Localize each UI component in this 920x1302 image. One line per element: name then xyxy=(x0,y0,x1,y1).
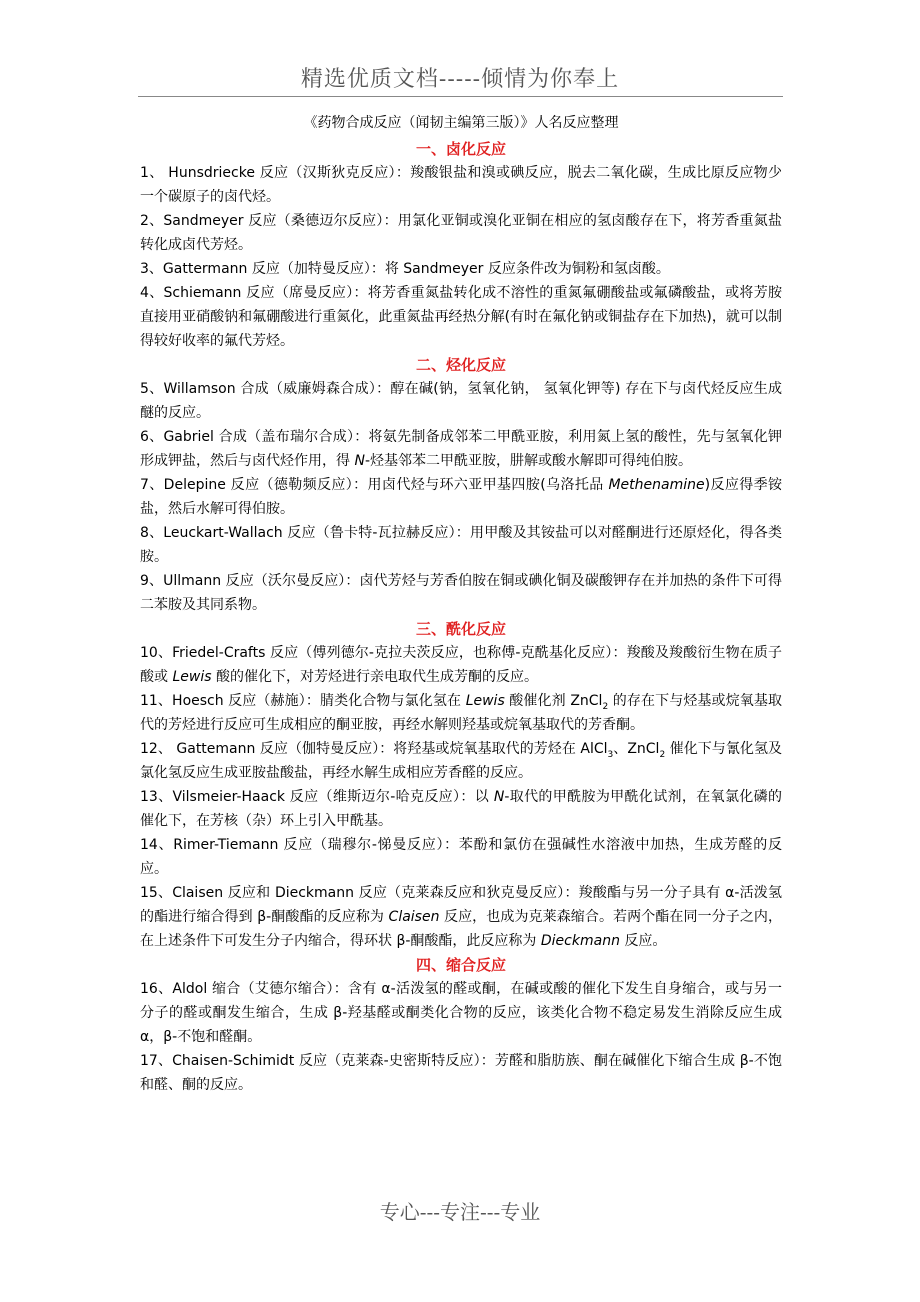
text-run: 4、Schiemann 反应（席曼反应）：将芳香重氮盐转化成不溶性的重氮氟硼酸盐或氟磷酸盐，或将芳胺直接用亚硝酸钠和氟硼酸进行重氮化，此重氮盐再经热分解(有时在氟化钠或铜盐存在下加热)，就可以制得较好收率的氟代芳烃。 xyxy=(140,285,782,349)
text-run: 酸的催化下，对芳烃进行亲电取代生成芳酮的反应。 xyxy=(211,669,538,685)
text-run: 12、 Gattemann 反应（伽特曼反应）：将羟基或烷氧基取代的芳烃在 AlCl xyxy=(140,741,608,757)
section-heading: 四、缩合反应 xyxy=(415,956,506,974)
text-run: 9、Ullmann 反应（沃尔曼反应）：卤代芳烃与芳香伯胺在铜或碘化铜及碳酸钾存在并加热的条件下可得二苯胺及其同系物。 xyxy=(140,573,782,613)
section-heading: 二、烃化反应 xyxy=(415,356,506,374)
italic-term: Claisen xyxy=(388,909,440,925)
text-run: 15、Claisen 反应和 Dieckmann 反应（克莱森反应和狄克曼反应）：羧酸酯与另一分子具有 α-活泼氢的酯进行缩合得到 β-酮酸酯的反应称为 xyxy=(140,885,782,925)
italic-term: Dieckmann xyxy=(540,933,620,949)
text-run: 13、Vilsmeier-Haack 反应（维斯迈尔-哈克反应）：以 xyxy=(140,789,494,805)
text-run: 、ZnCl xyxy=(613,741,660,757)
reaction-item xyxy=(140,737,782,785)
italic-term: Lewis xyxy=(172,669,212,685)
text-run: -取代的甲酰胺为甲酰化试剂，在氧氯化磷的催化下，在芳核（杂）环上引入甲酰基。 xyxy=(140,789,782,829)
reaction-item xyxy=(140,569,782,617)
text-run: 2、Sandmeyer 反应（桑德迈尔反应）：用氯化亚铜或溴化亚铜在相应的氢卤酸存在下，将芳香重氮盐转化成卤代芳烃。 xyxy=(140,213,782,253)
section-heading: 一、卤化反应 xyxy=(415,140,506,158)
subscript: 2 xyxy=(659,749,666,760)
text-run: -烃基邻苯二甲酰亚胺，肼解或酸水解即可得纯伯胺。 xyxy=(364,453,692,469)
text-run: 7、Delepine 反应（德勒频反应）：用卤代烃与环六亚甲基四胺(乌洛托品 xyxy=(140,477,609,493)
text-run: 10、Friedel-Crafts 反应（傅列德尔-克拉夫茨反应，也称傅-克酰基化反应）：羧酸及羧酸衍生物在质子酸或 xyxy=(140,645,782,685)
text-run: 5、Willamson 合成（威廉姆森合成）：醇在碱(钠，氢氧化钠， 氢氧化钾等) 存在下与卤代烃反应生成醚的反应。 xyxy=(140,381,782,421)
text-run: 反应，也成为克莱森缩合。若两个酯在同一分子之内，在上述条件下可发生分子内缩合，得环状 β-酮酸酯，此反应称为 xyxy=(140,909,783,949)
reaction-item xyxy=(140,257,782,281)
page-header: 精选优质文档-----倾情为你奉上 xyxy=(300,67,620,92)
text-run: 11、Hoesch 反应（赫施）：腈类化合物与氯化氢在 xyxy=(140,693,466,709)
subscript: 3 xyxy=(607,749,614,760)
reaction-item xyxy=(140,689,782,737)
reaction-item xyxy=(140,785,782,833)
reaction-item xyxy=(140,425,782,473)
reaction-item xyxy=(140,833,782,881)
reaction-item xyxy=(140,1049,782,1097)
reaction-item xyxy=(140,161,782,209)
text-run: 的存在下与烃基或烷氧基取代的芳烃进行反应可生成相应的酮亚胺，再经水解则羟基或烷氧基取代的芳香酮。 xyxy=(140,693,783,733)
reaction-item xyxy=(140,881,782,953)
reaction-item xyxy=(140,977,782,1049)
text-run: 6、Gabriel 合成（盖布瑞尔合成）：将氨先制备成邻苯二甲酰亚胺，利用氮上氢的酸性，先与氢氧化钾形成钾盐，然后与卤代烃作用，得 xyxy=(140,429,782,469)
text-run: 14、Rimer-Tiemann 反应（瑞穆尔-悌曼反应）：苯酚和氯仿在强碱性水溶液中加热，生成芳醛的反应。 xyxy=(140,837,782,877)
subscript: 2 xyxy=(602,701,609,712)
reaction-item xyxy=(140,521,782,569)
document-body xyxy=(140,111,782,1097)
reaction-item xyxy=(140,377,782,425)
italic-term: Methenamine xyxy=(608,477,705,493)
reaction-item xyxy=(140,281,782,353)
header-divider xyxy=(138,96,783,97)
reaction-item xyxy=(140,209,782,257)
italic-term: Lewis xyxy=(465,693,505,709)
section-heading: 三、酰化反应 xyxy=(415,620,506,638)
reaction-item xyxy=(140,473,782,521)
text-run: )反应得季铵盐，然后水解可得伯胺。 xyxy=(140,477,782,517)
page-footer: 专心---专注---专业 xyxy=(379,1200,541,1224)
italic-term: N xyxy=(493,789,505,805)
text-run: 反应。 xyxy=(619,933,667,949)
text-run: 16、Aldol 缩合（艾德尔缩合）：含有 α-活泼氢的醛或酮，在碱或酸的催化下发生自身缩合，或与另一分子的醛或酮发生缩合，生成 β-羟基醛或酮类化合物的反应，该类化合物不稳定易发生消除反应生成 α，β-不饱和醛酮。 xyxy=(140,981,782,1045)
text-run: 催化下与氰化氢及氯化氢反应生成亚胺盐酸盐，再经水解生成相应芳香醛的反应。 xyxy=(140,741,782,781)
text-run: 3、Gattermann 反应（加特曼反应）：将 Sandmeyer 反应条件改为铜粉和氢卤酸。 xyxy=(140,261,670,277)
text-run: 8、Leuckart-Wallach 反应（鲁卡特-瓦拉赫反应）：用甲酸及其铵盐可以对醛酮进行还原烃化，得各类胺。 xyxy=(140,525,782,565)
text-run: 酸催化剂 ZnCl xyxy=(504,693,603,709)
text-run: 17、Chaisen-Schimidt 反应（克莱森-史密斯特反应）：芳醛和脂肪族、酮在碱催化下缩合生成 β-不饱和醛、酮的反应。 xyxy=(140,1053,782,1093)
text-run: 1、 Hunsdriecke 反应（汉斯狄克反应）：羧酸银盐和溴或碘反应，脱去二氧化碳，生成比原反应物少一个碳原子的卤代烃。 xyxy=(140,165,782,205)
italic-term: N xyxy=(354,453,365,469)
document-title: 《药物合成反应（闻韧主编第三版）》人名反应整理 xyxy=(303,115,619,131)
reaction-item xyxy=(140,641,782,689)
